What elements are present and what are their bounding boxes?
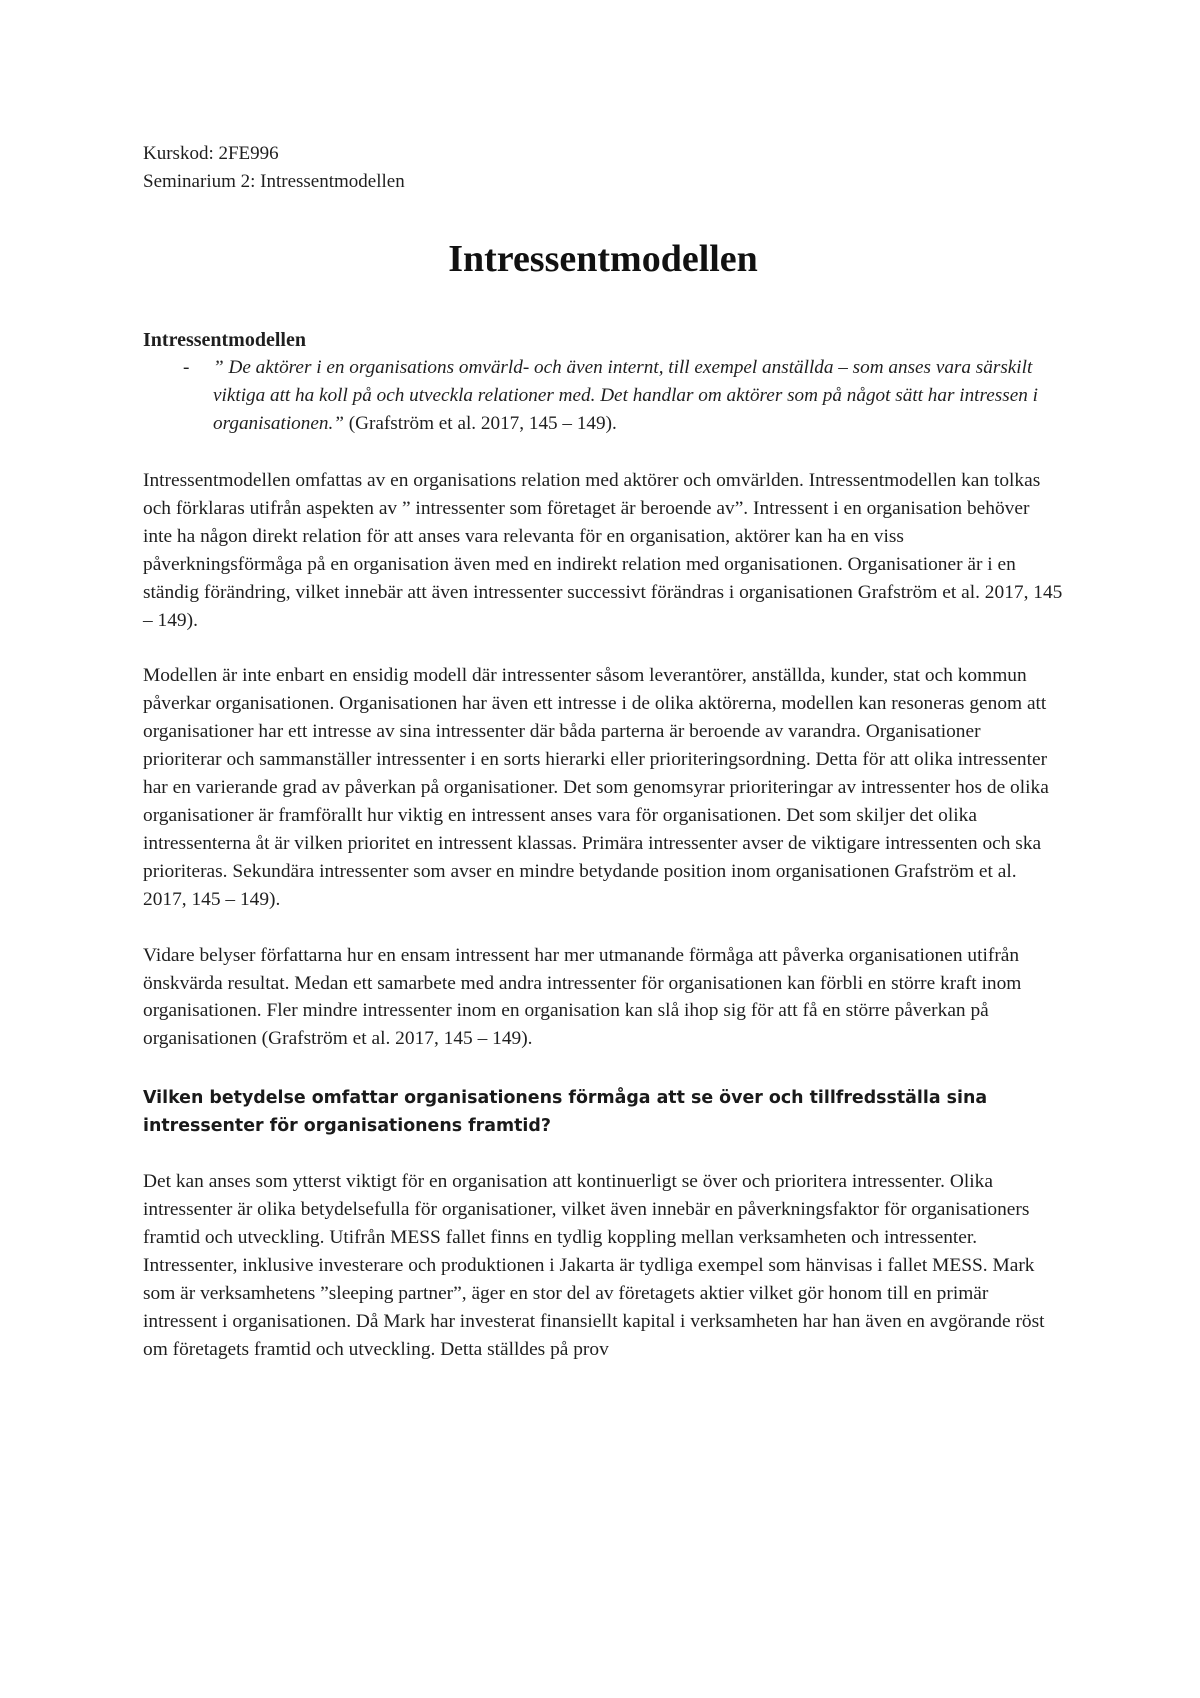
paragraph-1: Intressentmodellen omfattas av en organisations relation med aktörer och omvärlden. Intressentmodellen kan tolkas och förklaras utifrån aspekten av ” intressenter som företaget är beroende av”. Intressent i en organisation behöver inte ha någon direkt relation för att anses vara relevanta för en organisation, aktörer kan ha en viss påverkningsförmåga på en organisation även med en indirekt relation med organisationen. Organisationer är i en ständig förändring, vilket innebär att även intressenter successivt förändras i organisationen Grafström et al. 2017, 145 – 149). xyxy=(143,470,1063,631)
definition-list xyxy=(143,354,1063,438)
definition-citation: (Grafström et al. 2017, 145 – 149). xyxy=(343,413,617,434)
list-dash: - xyxy=(183,357,190,378)
question-heading: Vilken betydelse omfattar organisationens förmåga att se över och tillfredsställa sina intressenter för organisationens framtid? xyxy=(143,1088,988,1137)
paragraph-3: Vidare belyser författarna hur en ensam intressent har mer utmanande förmåga att påverka organisationen utifrån önskvärda resultat. Medan ett samarbete med andra intressenter för organisationen kan förbli en större kraft inom organisationen. Fler mindre intressenter inom en organisation kan slå ihop sig för att få en större påverkan på organisationen (Grafström et al. 2017, 145 – 149). xyxy=(143,944,1022,1050)
definition-quote: ” De aktörer i en organisations omvärld- och även internt, till exempel anställda – som anses vara särskilt viktiga att ha koll på och utveckla relationer med. Det handlar om aktörer som på något sätt har intressen i organisationen.” xyxy=(213,357,1038,434)
definition-item xyxy=(143,354,1063,438)
section-heading: Intressentmodellen xyxy=(143,329,306,351)
paragraph-4: Det kan anses som ytterst viktigt för en organisation att kontinuerligt se över och prioritera intressenter. Olika intressenter är olika betydelsefulla för organisationer, vilket även innebär en påverkningsfaktor för organisationers framtid och utveckling. Utifrån MESS fallet finns en tydlig koppling mellan verksamheten och intressenter. Intressenter, inklusive investerare och produktionen i Jakarta är tydliga exempel som hänvisas i fallet MESS. Mark som är verksamhetens ”sleeping partner”, äger en stor del av företagets aktier vilket gör honom till en primär intressent i organisationen. Då Mark har investerat finansiellt kapital i verksamheten har han även en avgörande röst om företagets framtid och utveckling. Detta ställdes på prov xyxy=(143,1171,1045,1360)
document-title: Intressentmodellen xyxy=(448,238,758,280)
document-page xyxy=(143,140,1063,1364)
course-code: Kurskod: 2FE996 xyxy=(143,143,279,164)
seminar-title: Seminarium 2: Intressentmodellen xyxy=(143,171,405,192)
paragraph-2: Modellen är inte enbart en ensidig modell där intressenter såsom leverantörer, anställda, kunder, stat och kommun påverkar organisationen. Organisationen har även ett intresse i de olika aktörerna, modellen kan resoneras genom att organisationer har ett intresse av sina intressenter där båda parterna är beroende av varandra. Organisationer prioriterar och sammanställer intressenter i en sorts hierarki eller prioriteringsordning. Detta för att olika intressenter har en varierande grad av påverkan på organisationer. Det som genomsyrar prioriteringar av intressenter hos de olika organisationer är framförallt hur viktig en intressent anses vara för organisationen. Det som skiljer det olika intressenterna åt är vilken prioritet en intressent klassas. Primära intressenter avser de viktigare intressenten och ska prioriteras. Sekundära intressenter som avser en mindre betydande position inom organisationen Grafström et al. 2017, 145 – 149). xyxy=(143,665,1049,910)
